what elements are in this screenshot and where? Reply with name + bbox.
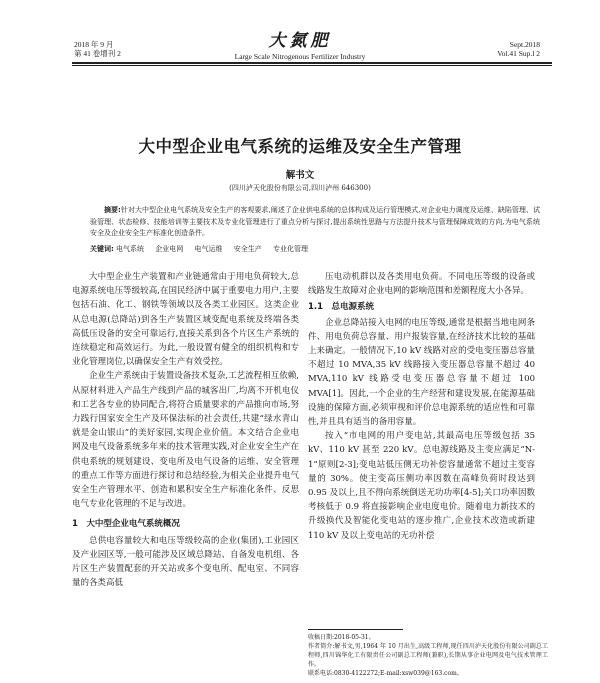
- keyword: 电气系统: [116, 245, 145, 253]
- journal-name-en: Large Scale Nitrogenous Fertilizer Industry: [234, 52, 366, 61]
- paragraph: 企业总降站接入电网的电压等级,通常是根据当地电网条件、用电负荷总容量、用户报装容量,在经济技术比较的基础上来确定。一般情况下,10 kV 线路对应的受电变压器总容量不超过 10 MVA,35 kV 线路接入变压器总容量不超过 40 MVA,110 kV 线路受电变压器总容量不超过 100 MVA[1]。因此,一个企业的生产经营和建设发展,在能源基础设施的保障方面,必须审视和评价总电源系统的适应性和可靠性,并且具有适当的备用容量。: [308, 317, 535, 428]
- keyword: 企业电网: [155, 245, 184, 253]
- keywords: [90, 244, 540, 255]
- subsection-heading: 1.1 总电源系统: [308, 302, 375, 313]
- article-author: 解书文: [285, 170, 315, 181]
- volume-info: 第 41 卷增刊 2: [74, 49, 121, 58]
- abstract-text: 针对大中型企业电气系统及安全生产的客观要求,阐述了企业供电系统的总体构成及运行管理模式,对企业电力调度及运维、缺陷管理、试验管理、状态检修、技能培训等主要技术及专业化管理进行了重点分析与探讨,提出系统性思路与方法提升技术与管理保障成效的方向,为电气系统安全及企业安全生产标准化创造条件。: [90, 206, 540, 237]
- issue-date: 2018 年 9 月: [74, 40, 114, 49]
- keyword: 安全生产: [233, 245, 262, 253]
- keyword: 专业化管理: [272, 245, 308, 253]
- journal-logo-cn: 大氮肥: [268, 31, 332, 51]
- keyword: 电气运维: [194, 245, 223, 253]
- header-rule-thin: [72, 65, 552, 66]
- running-header-right: [497, 40, 540, 58]
- footnote-rule: [308, 629, 403, 630]
- abstract-label: 摘要:: [104, 206, 121, 214]
- author-bio: 作者简介:解书文,男,1964 年 10 月出生,高级工程师,现任四川泸天化股份有限公司副总工程师,四川锦华化工有限责任公司副总工程师(兼职),长期从事企业电网及电气技术管理工作。: [308, 643, 548, 668]
- body-column-right: [308, 270, 535, 543]
- paragraph: 企业生产系统由于装置设备技术复杂,工艺流程相互依赖,从原材料进入产品生产线到产品的城客出厂,均离不开机电仪和工艺各专业的协同配合,将符合质量要求的产品推向市场,努力践行国家安全生产及环保法标的社会责任,共建“绿水青山就是金山银山”的美好家园,实现企业价值。本文结合企业电网及电气设备系统多年来的技术管理实践,对企业安全生产在供电系统的规划建设、变电所及电气设备的运维、安全管理的重点工作等方面进行探讨和总结经验,为相关企业提升电气安全生产管理水平、创造和累积安全生产标准化条件、反思电气专业化管理的不足与改进。: [72, 371, 299, 510]
- received-date: 收稿日期:2018-05-31。: [308, 634, 375, 641]
- author-affiliation: (四川泸天化股份有限公司,四川泸州 646300): [229, 184, 371, 192]
- paragraph: 大中型企业生产装置和产业链通常由于用电负荷较大,总电源系统电压等级较高,在国民经济中属于重要电力用户,主要包括石油、化工、钢铁等领域以及各类工业园区。这类企业从总电源(总降站)到各生产装置区域变配电系统及终端各类高低压设备的安全可靠运行,直接关系到各个片区生产系统的连续稳定和高效运行。为此,一般设置有健全的组织机构和专业化管理岗位,以确保安全生产有效受控。: [72, 272, 299, 368]
- abstract: [90, 205, 540, 240]
- volume-info-en: Vol.41 Sup.l 2: [497, 49, 540, 58]
- issue-date-en: Sept.2018: [509, 40, 540, 49]
- paragraph: 总供电容量较大和电压等级较高的企业(集团),工业园区及产业园区等,一般可能涉及区域总降站、自备发电机组、各片区生产装置配套的开关站或多个变电所、配电室、不同容量的各类高低: [72, 535, 299, 589]
- paragraph: 压电动机群以及各类用电负荷。不同电压等级的设备或线路发生故障对企业电网的影响范围和差额程度大小各异。: [308, 272, 535, 297]
- section-heading: 1 大中型企业电气系统概况: [72, 519, 180, 530]
- keywords-label: 关键词:: [90, 245, 114, 253]
- paragraph: 按入“市电网的用户变电站,其最高电压等级包括 35 kV、110 kV 甚至 220 kV。总电源线路及主变应满足“N-1”原则[2-3];变电站低压侧无功补偿容量通常不超过主变容量的 30%。使主变高压侧功率因数在高峰负荷时段达到 0.95 及以上,且不得向系统倒送无功功率[4-5];关口功率因数考核低于 0.9 将直接影响企业电度电价。随着电力新技术的升级换代及智能化变电站的逐步推广,企业技术改造或新建 110 kV 及以上变电站的无功补偿: [308, 431, 535, 541]
- footnote: [308, 633, 548, 678]
- body-column-left: [72, 270, 299, 590]
- contact-info: 联系电话:0830-4122272;E-mail:xsw039@163.com。: [308, 670, 463, 677]
- article-title: 大中型企业电气系统的运维及安全生产管理: [138, 137, 462, 156]
- header-rule-thick: [72, 62, 552, 64]
